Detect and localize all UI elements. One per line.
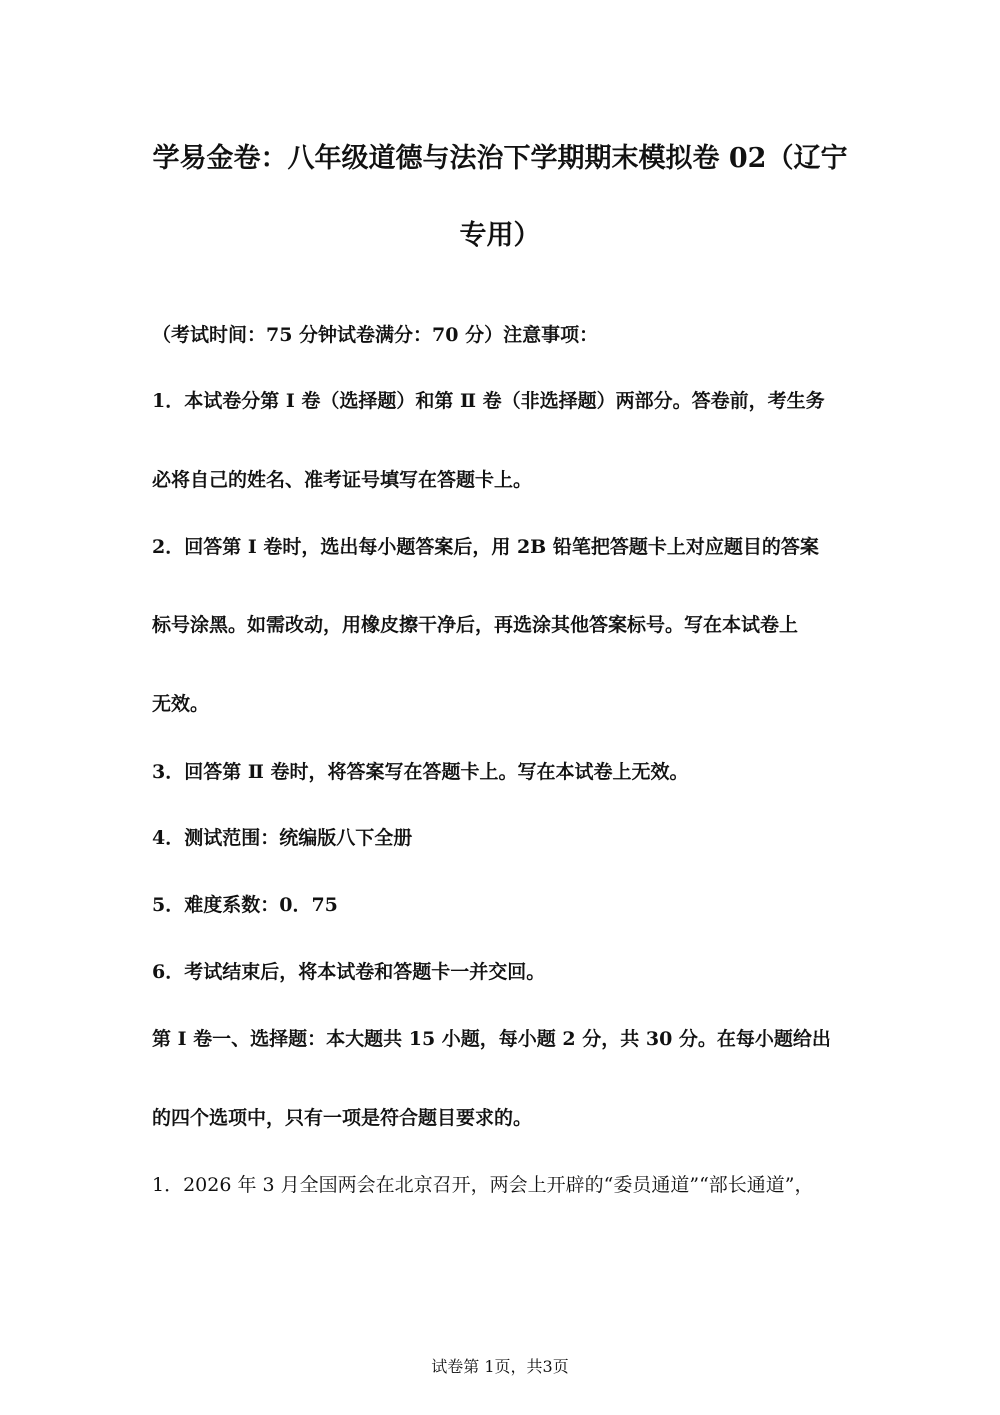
note-line-6: 3．回答第 Ⅱ 卷时，将答案写在答题卡上。写在本试卷上无效。	[152, 761, 689, 783]
note-line-7: 4．测试范围：统编版八下全册	[152, 827, 413, 849]
note-line-1: 1．本试卷分第 Ⅰ 卷（选择题）和第 Ⅱ 卷（非选择题）两部分。答卷前，考生务	[152, 390, 825, 412]
note-line-9: 6．考试结束后，将本试卷和答题卡一并交回。	[152, 961, 546, 983]
section-heading-line-2: 的四个选项中，只有一项是符合题目要求的。	[152, 1107, 533, 1129]
question-1-text: 1．2026 年 3 月全国两会在北京召开，两会上开辟的“委员通道”“部长通道”，	[152, 1174, 814, 1196]
page-footer: 试卷第 1页，共3页	[431, 1357, 569, 1376]
note-line-3: 2．回答第 Ⅰ 卷时，选出每小题答案后，用 2B 铅笔把答题卡上对应题目的答案	[152, 536, 819, 558]
note-line-2: 必将自己的姓名、准考证号填写在答题卡上。	[152, 469, 533, 491]
document-title-line-2: 专用）	[459, 220, 541, 251]
document-title-line-1: 学易金卷：八年级道德与法治下学期期末模拟卷 02（辽宁	[152, 143, 848, 174]
exam-meta: （考试时间：75 分钟试卷满分：70 分）注意事项：	[152, 324, 599, 346]
note-line-5: 无效。	[152, 693, 210, 715]
note-line-4: 标号涂黑。如需改动，用橡皮擦干净后，再选涂其他答案标号。写在本试卷上	[152, 614, 799, 636]
note-line-8: 5．难度系数：0．75	[152, 894, 338, 916]
section-heading-line-1: 第 Ⅰ 卷一、选择题：本大题共 15 小题，每小题 2 分，共 30 分。在每小题给出	[152, 1028, 831, 1050]
